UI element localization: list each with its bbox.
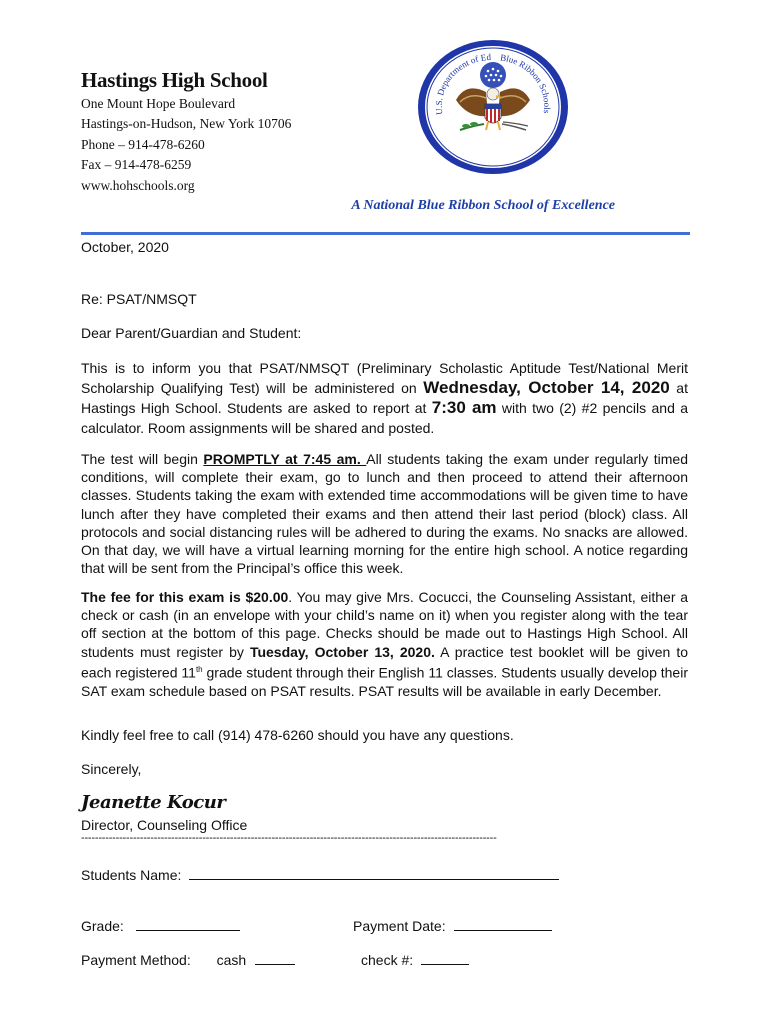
cash-field[interactable]: [255, 952, 295, 965]
signature: Jeanette Kocur: [81, 792, 226, 813]
report-time: 7:30 am: [431, 398, 497, 417]
fax: Fax – 914-478-6259: [81, 157, 192, 172]
school-name: Hastings High School: [81, 68, 268, 92]
payment-date-field[interactable]: [454, 918, 552, 931]
fee-amount: The fee for this exam is $20.00: [81, 589, 289, 605]
grade-label: Grade:: [81, 918, 124, 934]
signer-title: Director, Counseling Office: [81, 817, 248, 833]
check-row: [361, 952, 469, 968]
paragraph-test-details: The test will begin PROMPTLY at 7:45 am. All students taking the exam under regularly timed conditions, will complete their exam, go to lunch and then proceed to attend their afternoon classes. Students taking the exam with extended time accommodations will be given time to have lunch after they have completed their exams and then attend their last period (block) class. All protocols and social distancing rules will be adhered to during the exams. No snacks are allowed. On that day, we will have a virtual learning morning for the entire high school. A notice regarding that will be sent from the Principal’s office this week.: [81, 451, 688, 577]
salutation: Dear Parent/Guardian and Student:: [81, 325, 302, 341]
check-label: check #:: [361, 952, 414, 968]
tear-off-line: ------------------------------------------------------------------------------------------------------------------------: [81, 832, 497, 844]
phone: Phone – 914-478-6260: [81, 137, 205, 152]
intro-line-4: calculator. Room assignments will be shared and posted.: [81, 420, 435, 436]
tagline: A National Blue Ribbon School of Excellence: [351, 198, 615, 213]
letter-date: October, 2020: [81, 239, 169, 255]
address-line-1: One Mount Hope Boulevard: [81, 96, 236, 111]
student-name-row: [81, 867, 559, 883]
grade-field[interactable]: [136, 918, 240, 931]
paragraph-contact: Kindly feel free to call (914) 478-6260 should you have any questions.: [81, 727, 514, 743]
payment-date-label: Payment Date:: [353, 918, 446, 934]
header-divider: [81, 232, 690, 235]
student-name-label: Students Name:: [81, 867, 182, 883]
payment-method-row: [81, 952, 295, 968]
grade-row: [81, 918, 240, 934]
register-deadline: Tuesday, October 13, 2020.: [249, 643, 435, 660]
start-time: PROMPTLY at 7:45 am.: [203, 451, 367, 467]
test-date: Wednesday, October 14, 2020: [423, 378, 670, 397]
paragraph-fee: The fee for this exam is $20.00. You may give Mrs. Cocucci, the Counseling Assistant, either a check or cash (in an envelope with your child’s name on it) when you register along with the tear off section at the bottom of this page. Checks should be made out to Hastings High School. All students must register by Tuesday, October 13, 2020. A practice test booklet will be given to each registered 11th grade student through their English 11 classes. Students usually develop their SAT exam schedule based on PSAT results. PSAT results will be available in early December.: [81, 589, 689, 699]
seal-text-right: Blue Ribbon Schools: [499, 52, 553, 115]
payment-date-row: [353, 918, 552, 934]
intro-line-1: This is to inform you that PSAT/NMSQT (Preliminary Scholastic Aptitude Test/National Merit: [81, 360, 688, 376]
payment-method-label: Payment Method:: [81, 952, 191, 968]
intro-line-3: Hastings High School. Students are asked to report at 7:30 am with two (2) #2 pencils and a: [81, 398, 688, 417]
closing: Sincerely,: [81, 761, 142, 777]
letter-re: Re: PSAT/NMSQT: [81, 291, 197, 307]
blue-ribbon-seal: [416, 38, 570, 176]
cash-label: cash: [216, 952, 247, 968]
seal-text-left: U.S. Department of Ed: [433, 51, 492, 116]
address-line-2: Hastings-on-Hudson, New York 10706: [81, 116, 292, 131]
student-name-field[interactable]: [189, 867, 559, 880]
intro-line-2: Scholarship Qualifying Test) will be administered on Wednesday, October 14, 2020 at: [81, 378, 688, 397]
website[interactable]: www.hohschools.org: [81, 178, 195, 193]
check-number-field[interactable]: [421, 952, 469, 965]
paragraph-intro: [81, 358, 688, 438]
